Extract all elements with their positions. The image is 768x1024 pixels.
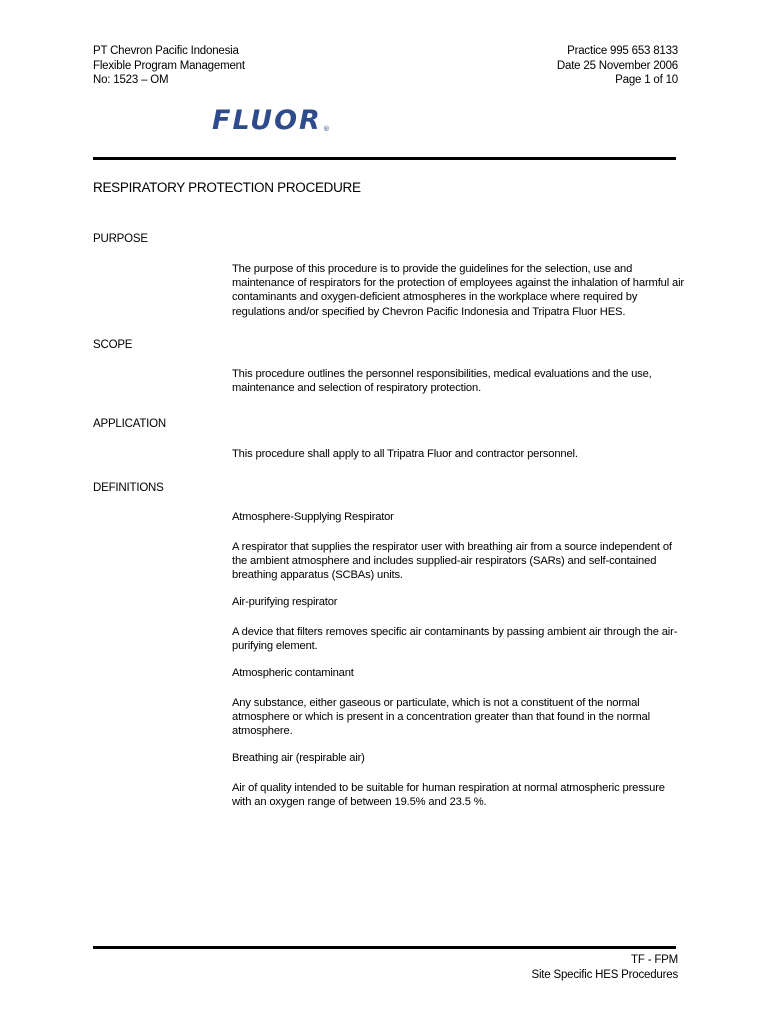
definition-line: breathing apparatus (SCBAs) units.	[232, 569, 403, 582]
header-company: PT Chevron Pacific Indonesia	[93, 45, 239, 57]
application-paragraph	[232, 447, 680, 461]
header-divider	[93, 157, 676, 160]
definition-line: Air of quality intended to be suitable for human respiration at normal atmospheric pressure	[232, 782, 665, 794]
definition-line: the ambient atmosphere and includes supplied-air respirators (SARs) and self-contained	[232, 555, 657, 568]
scope-paragraph	[232, 367, 680, 395]
footer-doc-type: Site Specific HES Procedures	[531, 968, 678, 981]
footer-divider	[93, 946, 676, 949]
definition-line: A respirator that supplies the respirator user with breathing air from a source independent of	[232, 541, 672, 553]
definition-text	[232, 696, 680, 739]
definition-text	[232, 781, 680, 809]
page-footer	[531, 953, 678, 982]
application-line: This procedure shall apply to all Tripatra Fluor and contractor personnel.	[232, 448, 578, 460]
definition-line: A device that filters removes specific air contaminants by passing ambient air through the air-	[232, 626, 678, 638]
definition-text	[232, 540, 680, 583]
definition-term: Air-purifying respirator	[232, 596, 338, 608]
registered-mark: ®	[322, 125, 330, 133]
header-right-block	[557, 44, 678, 88]
definition-term: Breathing air (respirable air)	[232, 752, 365, 764]
definition-term: Atmospheric contaminant	[232, 667, 354, 679]
scope-heading: SCOPE	[93, 339, 133, 351]
definition-line: Any substance, either gaseous or particulate, which is not a constituent of the normal	[232, 697, 640, 709]
purpose-line: regulations and/or specified by Chevron Pacific Indonesia and Tripatra Fluor HES.	[232, 305, 626, 318]
header-date: Date 25 November 2006	[556, 59, 678, 72]
header-doc-number: No: 1523 – OM	[93, 74, 169, 86]
header-practice: Practice 995 653 8133	[567, 45, 678, 57]
definition-line: with an oxygen range of between 19.5% and 23.5 %.	[232, 796, 487, 809]
purpose-paragraph	[232, 262, 685, 319]
purpose-line: contaminants and oxygen-deficient atmospheres in the workplace where required by	[232, 291, 638, 304]
header-program: Flexible Program Management	[93, 59, 245, 72]
purpose-heading: PURPOSE	[93, 233, 148, 245]
purpose-line: The purpose of this procedure is to provide the guidelines for the selection, use and	[232, 263, 633, 275]
definition-line: atmosphere.	[232, 725, 293, 738]
definitions-heading: DEFINITIONS	[93, 482, 164, 494]
header-page-number: Page 1 of 10	[615, 74, 678, 86]
header-left-block	[93, 44, 245, 88]
logo-wordmark: FLUOR	[212, 105, 322, 136]
scope-line: maintenance and selection of respiratory protection.	[232, 382, 482, 395]
application-heading: APPLICATION	[93, 418, 166, 430]
scope-line: This procedure outlines the personnel responsibilities, medical evaluations and the use,	[232, 368, 652, 380]
definition-term: Atmosphere-Supplying Respirator	[232, 511, 394, 523]
definition-text	[232, 625, 680, 653]
definition-line: atmosphere or which is present in a concentration greater than that found in the normal	[232, 711, 650, 724]
footer-org: TF - FPM	[631, 954, 678, 966]
definition-line: purifying element.	[232, 640, 318, 653]
fluor-logo	[212, 100, 330, 136]
document-title: RESPIRATORY PROTECTION PROCEDURE	[93, 180, 361, 195]
purpose-line: maintenance of respirators for the protection of employees against the inhalation of harmful air	[232, 277, 685, 290]
